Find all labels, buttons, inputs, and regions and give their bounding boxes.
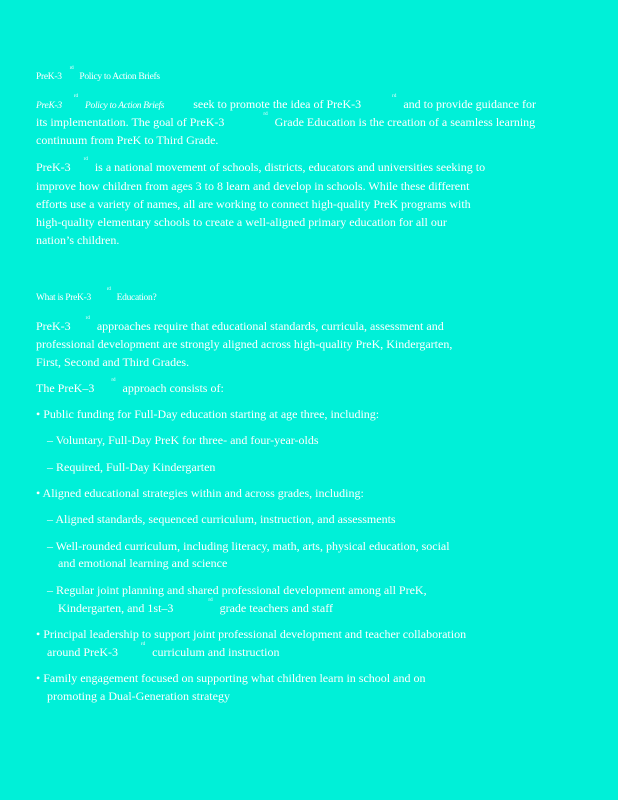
- section-heading-policy-briefs: [36, 66, 160, 83]
- superscript: rd: [83, 157, 88, 162]
- text: and to provide guidance for: [403, 97, 536, 111]
- heading-text: What is PreK-3: [36, 293, 91, 304]
- sub-bullet-well-rounded-curriculum: – Well-rounded curriculum, including literacy, math, arts, physical education, social: [47, 539, 450, 553]
- superscript: rd: [263, 112, 268, 117]
- para3-line-3: First, Second and Third Grades.: [36, 355, 190, 369]
- superscript: rd: [106, 287, 111, 292]
- text: around PreK-3: [47, 645, 118, 659]
- text: PreK-3: [36, 101, 62, 111]
- para2-line-4: high-quality elementary schools to create a well-aligned primary education for all our: [36, 215, 447, 229]
- bullet-family-engagement: • Family engagement focused on supporting what children learn in school and on: [36, 671, 426, 685]
- para2-line-2: improve how children from ages 3 to 8 learn and develop in schools. While these different: [36, 179, 470, 193]
- intro-line-3: continuum from PreK to Third Grade.: [36, 133, 219, 147]
- text: approaches require that educational standards, curricula, assessment and: [96, 319, 444, 333]
- heading-text: Policy to Action Briefs: [79, 72, 160, 83]
- heading-text: PreK-3: [36, 72, 62, 83]
- superscript: rd: [85, 316, 90, 321]
- sub-bullet-joint-planning: – Regular joint planning and shared professional development among all PreK,: [47, 583, 427, 597]
- sub-bullet-required-kindergarten: – Required, Full-Day Kindergarten: [47, 460, 216, 474]
- text: grade teachers and staff: [219, 601, 333, 615]
- superscript: rd: [73, 94, 78, 99]
- text: Grade Education is the creation of a seamless learning: [274, 115, 536, 129]
- bullet-continuation: promoting a Dual-Generation strategy: [47, 689, 230, 703]
- text: Kindergarten, and 1st–3: [58, 601, 174, 615]
- sub-bullet-continuation: and emotional learning and science: [58, 556, 228, 570]
- superscript: rd: [111, 378, 116, 383]
- section-heading-what-is: [36, 287, 157, 304]
- sub-bullet-voluntary-prek: – Voluntary, Full-Day PreK for three- and four-year-olds: [47, 433, 319, 447]
- para3-line-2: professional development are strongly aligned across high-quality PreK, Kindergarten,: [36, 337, 453, 351]
- heading-text: Education?: [116, 293, 157, 304]
- bullet-continuation: [47, 642, 280, 659]
- superscript: rd: [208, 598, 213, 603]
- superscript: rd: [392, 94, 397, 99]
- intro-line-1: [36, 94, 536, 112]
- superscript: rd: [69, 66, 74, 71]
- sub-bullet-aligned-standards: – Aligned standards, sequenced curriculum, instruction, and assessments: [47, 512, 396, 526]
- para2-line-1: [36, 157, 486, 174]
- text: seek to promote the idea of PreK-3: [193, 97, 362, 111]
- para3-line-1: [36, 316, 444, 333]
- intro-line-2: [36, 112, 536, 129]
- para2-line-5: nation’s children.: [36, 233, 120, 247]
- text: curriculum and instruction: [152, 645, 280, 659]
- bullet-public-funding: • Public funding for Full-Day education starting at age three, including:: [36, 407, 380, 421]
- sub-bullet-continuation: [58, 598, 333, 615]
- para2-line-3: efforts use a variety of names, all are working to connect high-quality PreK programs with: [36, 197, 471, 211]
- bullet-aligned-strategies: • Aligned educational strategies within and across grades, including:: [36, 486, 364, 500]
- consists-line: [36, 378, 224, 395]
- text: is a national movement of schools, districts, educators and universities seeking to: [94, 160, 486, 174]
- text: PreK-3: [36, 319, 71, 333]
- superscript: rd: [140, 642, 146, 647]
- text: its implementation. The goal of PreK-3: [36, 115, 225, 129]
- text: PreK-3: [36, 160, 71, 174]
- text: Policy to Action Briefs: [85, 101, 165, 111]
- bullet-principal-leadership: • Principal leadership to support joint professional development and teacher collaboration: [36, 627, 467, 641]
- text: approach consists of:: [122, 381, 224, 395]
- text: The PreK–3: [36, 381, 95, 395]
